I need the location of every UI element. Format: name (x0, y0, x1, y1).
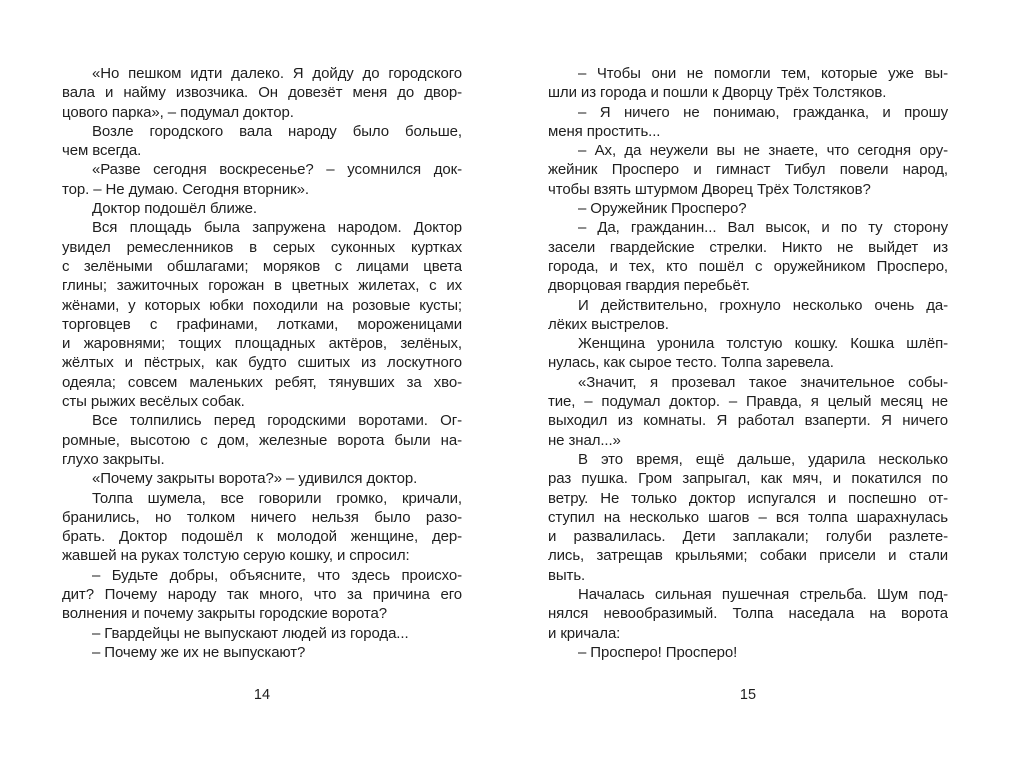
text-line: жёнами, у которых юбки походили на розовые кусты; (62, 296, 462, 314)
right-page-text (548, 64, 948, 662)
text-line: выть. (548, 566, 586, 584)
paragraph (548, 643, 948, 662)
text-line: тор. – Не думаю. Сегодня вторник». (62, 180, 309, 198)
text-line: – Чтобы они не помогли тем, которые уже вы- (578, 65, 948, 82)
text-line: глухо закрыты. (62, 450, 165, 468)
text-line: цового парка», – подумал доктор. (62, 103, 294, 121)
text-line: и жаровнями; тощих площадных актёров, зелёных, (62, 335, 462, 353)
text-line: – Ах, да неужели вы не знаете, что сегодня ору- (578, 142, 948, 160)
text-line: и кричала: (548, 624, 621, 642)
text-line: бранились, но толком ничего нельзя было разо- (62, 508, 462, 526)
paragraph (62, 122, 462, 161)
text-line: «Но пешком идти далеко. Я дойду до городского (92, 65, 462, 82)
text-line: Вся площадь была запружена народом. Доктор (92, 219, 462, 237)
text-line: дит? Почему народу так много, что за причина его (62, 586, 462, 604)
text-line: «Разве сегодня воскресенье? – усомнился док- (92, 161, 462, 179)
left-page-text (62, 64, 462, 662)
text-line: одеяла; совсем маленьких ребят, тянувших за хво- (62, 373, 462, 391)
paragraph (548, 296, 948, 335)
paragraph (62, 218, 462, 411)
text-line: И действительно, грохнуло несколько очень да- (578, 296, 948, 314)
paragraph (62, 469, 462, 488)
text-line: дворцовая гвардия перебьёт. (548, 277, 750, 295)
text-line: жейник Просперо и гимнаст Тибул повели народ, (548, 161, 948, 179)
text-line: Все толпились перед городскими воротами. Ог- (92, 412, 462, 430)
text-line: и развалилась. Дети заплакали; голуби разлете- (548, 528, 948, 546)
text-line: Доктор подошёл ближе. (92, 200, 257, 218)
text-line: ромные, высотою с дом, железные ворота были на- (62, 431, 462, 449)
text-line: нялся невообразимый. Толпа наседала на ворота (548, 605, 948, 623)
text-line: В это время, ещё дальше, ударила несколько (578, 450, 948, 468)
paragraph (548, 199, 948, 218)
paragraph (62, 624, 462, 643)
paragraph (62, 566, 462, 624)
text-line: шли из города и пошли к Дворцу Трёх Толстяков. (548, 84, 887, 102)
text-line: ступил на несколько шагов – вся толпа шарахнулась (548, 508, 948, 526)
text-line: торговцев с графинами, лотками, мороженицами (62, 315, 462, 333)
paragraph (548, 450, 948, 585)
paragraph (62, 411, 462, 469)
text-line: Женщина уронила толстую кошку. Кошка шлёп- (578, 335, 948, 353)
text-line: брать. Доктор подошёл к молодой женщине, дер- (62, 528, 462, 546)
text-line: глины; зажиточных горожан в цветных жилетах, с их (62, 277, 462, 295)
text-line: «Значит, я прозевал такое значительное собы- (578, 373, 948, 391)
text-line: Возле городского вала народу было больше, (92, 122, 462, 140)
text-line: – Просперо! Просперо! (578, 643, 738, 661)
paragraph (548, 141, 948, 199)
page-number-right: 15 (739, 687, 757, 703)
text-line: Началась сильная пушечная стрельба. Шум под- (578, 586, 948, 604)
text-line: меня простить... (548, 122, 661, 140)
text-line: жёлтых и пёстрых, как будто сшитых из лоскутного (62, 354, 462, 372)
text-line: не знал...» (548, 431, 621, 449)
page-number-left: 14 (253, 687, 271, 703)
paragraph (548, 334, 948, 373)
text-line: лись, затрещав крыльями; собаки присели и стали (548, 547, 948, 565)
paragraph (548, 64, 948, 103)
text-line: тие, – подумал доктор. – Правда, я целый месяц не (548, 393, 948, 411)
text-line: выходил из комнаты. Я работал взаперти. Я ничего (548, 412, 948, 430)
text-line: – Почему же их не выпускают? (92, 643, 306, 661)
paragraph (62, 643, 462, 662)
text-line: – Я ничего не понимаю, гражданка, и прошу (578, 103, 948, 121)
paragraph (62, 64, 462, 122)
text-line: с зелёными обшлагами; моряков с лицами цвета (62, 257, 462, 275)
text-line: засели гвардейские стрелки. Никто не выйдет из (548, 238, 948, 256)
text-line: города, и тех, кто пошёл с оружейником Просперо, (548, 257, 948, 275)
paragraph (62, 489, 462, 566)
paragraph (548, 585, 948, 643)
text-line: – Оружейник Просперо? (578, 200, 747, 218)
paragraph (548, 373, 948, 450)
paragraph (62, 160, 462, 199)
text-line: чтобы взять штурмом Дворец Трёх Толстяков? (548, 180, 871, 198)
paragraph (548, 103, 948, 142)
text-line: Толпа шумела, все говорили громко, кричали, (92, 489, 462, 507)
text-line: – Будьте добры, объясните, что здесь происхо- (92, 566, 462, 584)
text-line: нулась, как сырое тесто. Толпа заревела. (548, 354, 834, 372)
text-line: раз пушка. Гром запрыгал, как мяч, и покатился по (548, 470, 948, 488)
text-line: чем всегда. (62, 142, 142, 160)
paragraph (548, 218, 948, 295)
text-line: – Гвардейцы не выпускают людей из города... (92, 624, 409, 642)
text-line: сты рыжих весёлых собак. (62, 393, 245, 411)
text-line: увидел ремесленников в серых суконных куртках (62, 238, 462, 256)
text-line: ветру. Не только доктор испугался и поспешно от- (548, 489, 948, 507)
paragraph (62, 199, 462, 218)
text-line: волнения и почему закрыты городские ворота? (62, 605, 387, 623)
text-line: – Да, гражданин... Вал высок, и по ту сторону (578, 219, 948, 237)
text-line: вала и найму извозчика. Он довезёт меня до двор- (62, 84, 462, 102)
text-line: лёких выстрелов. (548, 315, 669, 333)
text-line: «Почему закрыты ворота?» – удивился доктор. (92, 470, 418, 488)
text-line: жавшей на руках толстую серую кошку, и спросил: (62, 547, 410, 565)
